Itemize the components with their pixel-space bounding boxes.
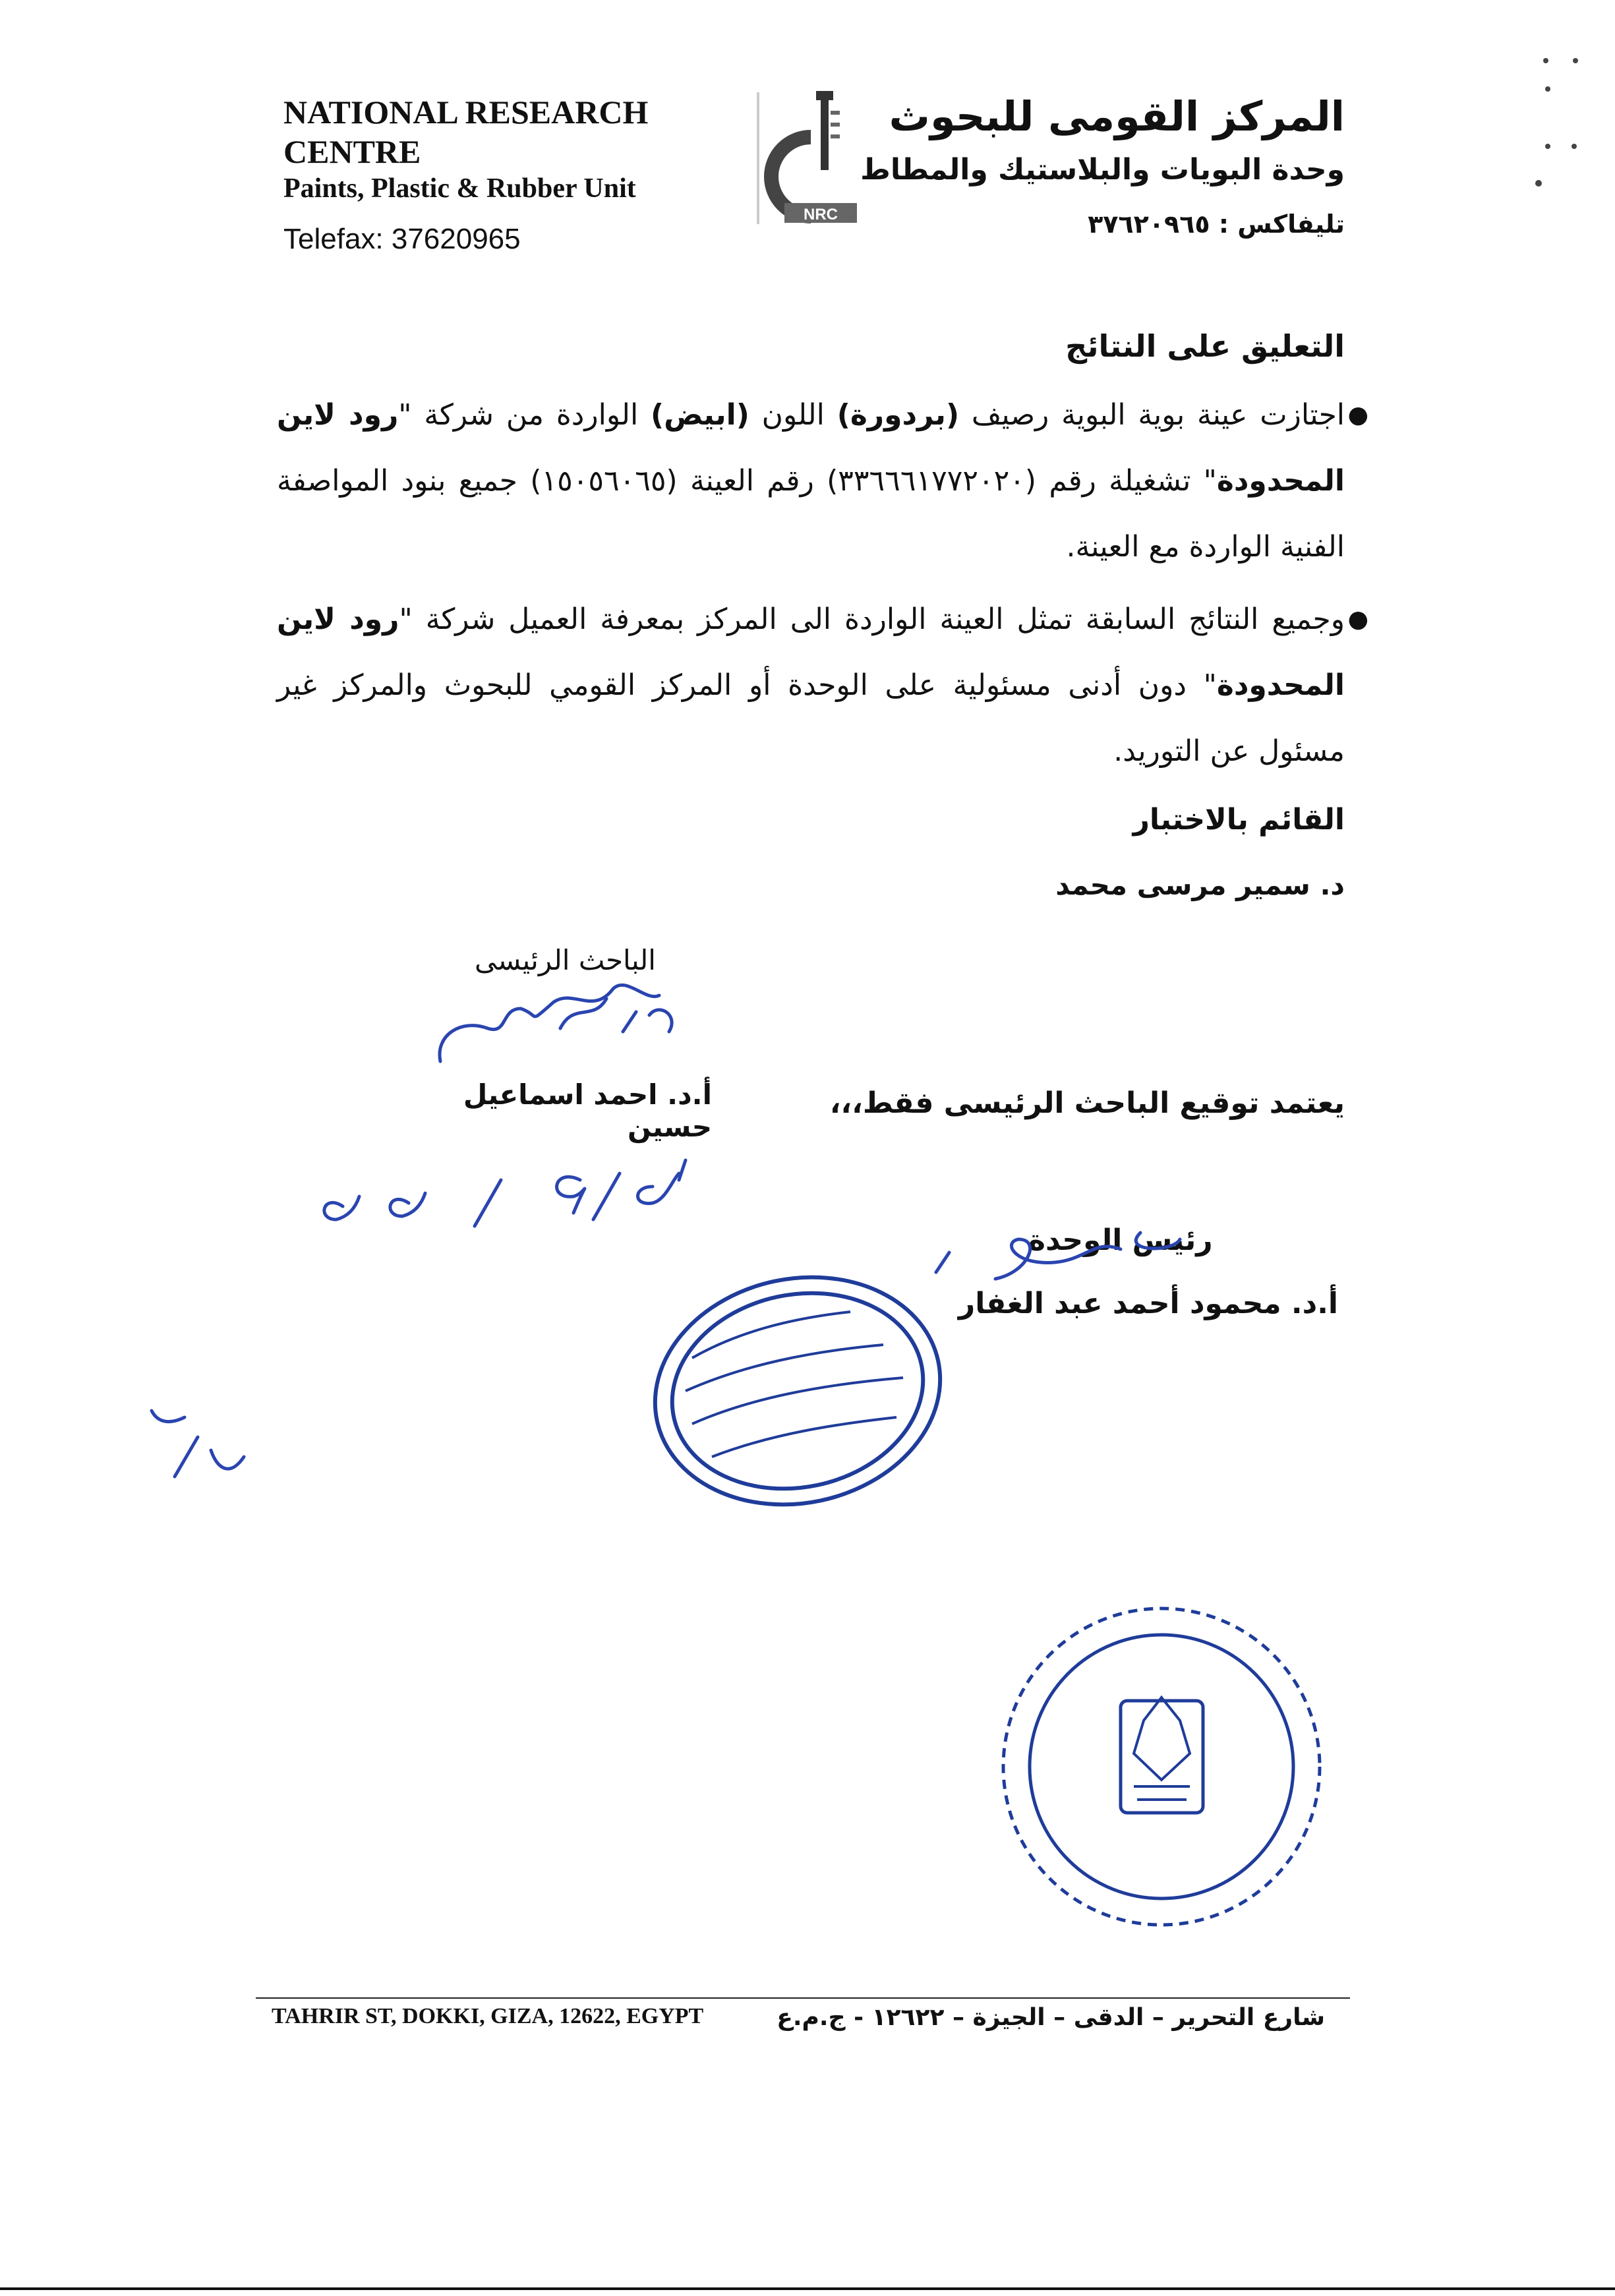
svg-text:NRC: NRC bbox=[804, 206, 838, 223]
result-paragraph-1: ● اجتازت عينة بوية البوية رصيف (بردورة) اللون (ابيض) الواردة من شركة "رود لاين المحدودة" تشغيلة رقم (٣٣٦٦٦١٧٧٢٠٢٠) رقم العينة (١٥٠٥٦٠٦٥) جميع بنود المواصفة الفنية الواردة مع العينة. bbox=[277, 382, 1345, 580]
result-paragraph-2: ● وجميع النتائج السابقة تمثل العينة الواردة الى المركز بمعرفة العميل شركة "رود لاين المحدودة" دون أدنى مسئولية على الوحدة أو المركز القومي للبحوث والمركز غير مسئول عن التوريد. bbox=[277, 587, 1345, 784]
tester-label: القائم بالاختبار bbox=[1132, 803, 1345, 837]
results-heading: التعليق على النتائج bbox=[1065, 328, 1345, 364]
tester-name: د. سمير مرسى محمد bbox=[1055, 869, 1345, 901]
telefax-ar: تليفاكس : ٣٧٦٢٠٩٦٥ bbox=[1088, 210, 1345, 239]
unit-head-label: رئيس الوحدة bbox=[1028, 1223, 1213, 1257]
nrc-logo-icon bbox=[758, 84, 877, 229]
bullet-icon: ● bbox=[1347, 606, 1368, 633]
round-stamp bbox=[1003, 1608, 1320, 1925]
telefax-en: Telefax: 37620965 bbox=[283, 223, 521, 255]
footer-divider bbox=[256, 1997, 1350, 1999]
unit-name-ar: وحدة البويات والبلاستيك والمطاط bbox=[860, 153, 1345, 187]
margin-note bbox=[152, 1411, 244, 1477]
address-en: TAHRIR ST, DOKKI, GIZA, 12622, EGYPT bbox=[272, 2004, 704, 2028]
chief-researcher-name: أ.د. احمد اسماعيل حسين bbox=[463, 1078, 712, 1143]
page-edge-line bbox=[0, 2287, 1615, 2290]
chief-signature bbox=[440, 985, 672, 1061]
approval-note: يعتمد توقيع الباحث الرئيسى فقط،،، bbox=[829, 1086, 1345, 1120]
unit-name-en: Paints, Plastic & Rubber Unit bbox=[283, 173, 636, 204]
org-name-en: NATIONAL RESEARCH CENTRE bbox=[283, 94, 649, 170]
oval-stamp bbox=[633, 1251, 961, 1530]
address-ar: شارع التحرير – الدقى – الجيزة – ١٢٦٢٢ - ج.م.ع bbox=[777, 2004, 1325, 2031]
bullet-icon: ● bbox=[1347, 401, 1368, 428]
unit-head-name: أ.د. محمود أحمد عبد الغفار bbox=[958, 1287, 1338, 1320]
handwritten-date bbox=[324, 1160, 686, 1226]
org-name-ar: المركز القومى للبحوث bbox=[889, 92, 1345, 140]
scan-marks bbox=[1535, 58, 1578, 187]
chief-researcher-label: الباحث الرئيسى bbox=[475, 944, 656, 976]
